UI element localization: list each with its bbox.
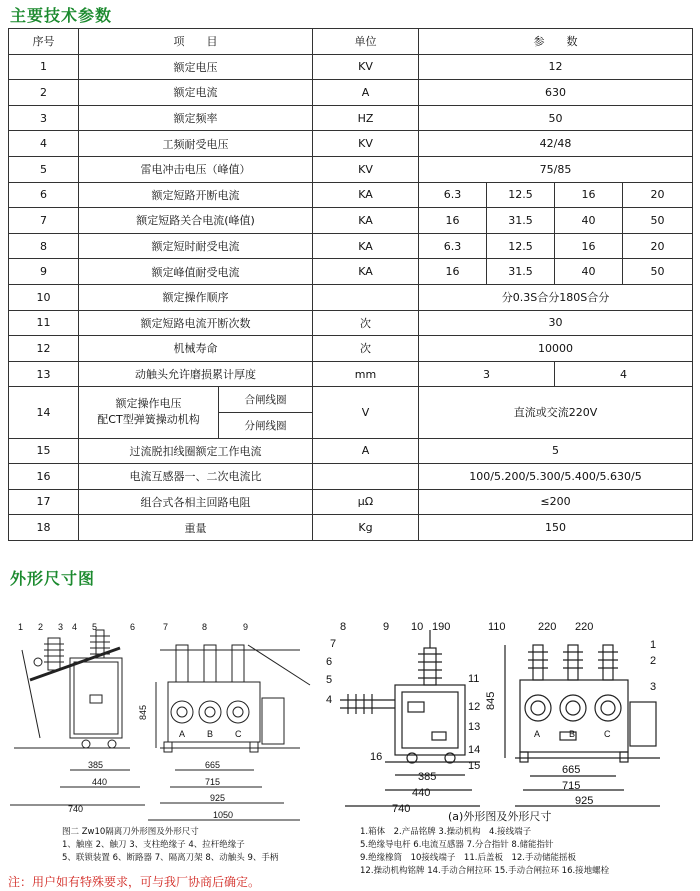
row-param: 30 [419,310,693,336]
row-no: 6 [9,182,79,208]
right-dim: 740 [392,803,411,815]
row-item: 额定短时耐受电流 [79,233,313,259]
row-value: 6.3 [419,182,487,208]
left-legend-line: 5、联锁装置 6、断路器 7、隔离刀架 8、动触头 9、手柄 [62,853,279,863]
left-side-box [70,658,122,738]
row-param: 直流或交流220V [419,387,693,438]
row-item-line: 配CT型弹簧操动机构 [97,413,200,427]
row-unit: A [313,80,419,106]
row-item-line: 额定操作电压 [115,397,182,411]
left-phase-label: C [235,729,242,739]
table-row [9,361,693,387]
row-item: 额定操作顺序 [79,284,313,310]
row-no: 1 [9,54,79,80]
right-callout: 13 [468,721,481,733]
row-unit: Kg [313,515,419,541]
row-unit: KA [313,233,419,259]
left-dim: 440 [92,777,108,787]
row-value: 16 [555,233,623,259]
table-row [9,80,693,106]
row-no: 14 [9,387,79,438]
right-phase-label: C [604,729,611,739]
row-unit: KV [313,131,419,157]
row-no: 18 [9,515,79,541]
table-row [9,464,693,490]
row-value: 4 [555,361,693,387]
row-item: 雷电冲击电压（峰值） [79,156,313,182]
left-blade [30,648,120,680]
table-row [9,336,693,362]
left-frame-post [22,650,40,738]
table-row [9,105,693,131]
right-callout: 190 [432,621,451,633]
row-item: 额定短路开断电流 [79,182,313,208]
left-drawing-legend [62,826,278,865]
row-param: 75/85 [419,156,693,182]
row-item: 额定电压 [79,54,313,80]
left-callout: 8 [202,622,208,632]
row-param: 50 [419,105,693,131]
row-item: 额定峰值耐受电流 [79,259,313,285]
left-dim: 385 [88,760,104,770]
table-row [9,208,693,234]
header-param: 参 数 [419,29,693,55]
right-callout: 16 [370,751,383,763]
right-phase-label: B [569,729,576,739]
left-dim: 665 [205,760,221,770]
right-dim: 385 [418,771,437,783]
left-callout: 6 [130,622,136,632]
row-no: 8 [9,233,79,259]
row-item: 重量 [79,515,313,541]
row-unit: mm [313,361,419,387]
right-front-callout: 220 [538,621,557,633]
right-callout: 12 [468,701,481,713]
left-callout: 4 [72,622,78,632]
header-item: 项 目 [79,29,313,55]
table-row [9,284,693,310]
right-dim: 440 [412,787,431,799]
row-no: 9 [9,259,79,285]
row-unit: KV [313,156,419,182]
table-header-row [9,29,693,55]
row-no: 11 [9,310,79,336]
row-value: 16 [419,208,487,234]
row-no: 3 [9,105,79,131]
row-item: 额定短路电流开断次数 [79,310,313,336]
right-front-callout: 3 [650,681,657,693]
row-unit: 次 [313,310,419,336]
table-row [9,131,693,157]
left-dim: 1050 [213,810,234,820]
row-item: 工频耐受电压 [79,131,313,157]
row-value: 40 [555,259,623,285]
row-value: 3 [419,361,555,387]
row-unit: HZ [313,105,419,131]
row-param: 分0.3S合分180S合分 [419,284,693,310]
left-dim: 740 [68,804,84,814]
table-row [9,515,693,541]
row-unit: μΩ [313,489,419,515]
left-caption: 图二 Zw10隔离刀外形图及外形尺寸 [62,827,199,837]
table-row [9,156,693,182]
left-handle-knob [34,658,42,666]
right-callout: 11 [468,673,480,685]
left-support-insulator [44,638,64,670]
row-no: 12 [9,336,79,362]
row-param: 10000 [419,336,693,362]
left-callout: 2 [38,622,44,632]
row-unit: KV [313,54,419,80]
right-drawing-legend [360,826,609,878]
right-legend-line: 12.操动机构铭牌 14.手动合闸拉环 15.手动合闸拉环 16.接地螺栓 [360,866,610,876]
right-dim: 925 [575,795,594,807]
row-unit: A [313,438,419,464]
right-side-arm [340,694,395,714]
row-param: 630 [419,80,693,106]
row-unit: KA [313,259,419,285]
right-callout: 14 [468,744,481,756]
right-callout: 4 [326,694,333,706]
row-value: 31.5 [487,208,555,234]
row-item: 机械寿命 [79,336,313,362]
left-side-inner [74,662,118,734]
right-callout: 8 [340,621,347,633]
row-param: 100/5.200/5.300/5.400/5.630/5 [419,464,693,490]
row-value: 20 [623,182,693,208]
right-legend-line: 9.绝缘橡筒 10接线端子 11.后盖板 12.手动储能摇板 [360,853,576,863]
row-param: 12 [419,54,693,80]
row-item: 额定短路关合电流(峰值) [79,208,313,234]
row-subitem: 分闸线圈 [219,412,313,438]
row-item: 电流互感器一、二次电流比 [79,464,313,490]
right-front-callout: 110 [488,621,506,633]
row-no: 15 [9,438,79,464]
row-no: 2 [9,80,79,106]
right-drawing [340,630,660,806]
left-phase-label: A [179,729,186,739]
spec-table [8,28,693,541]
right-drawing-caption: (a)外形图及外形尺寸 [448,810,552,823]
row-no: 10 [9,284,79,310]
right-callout: 6 [326,656,333,668]
row-value: 50 [623,208,693,234]
table-row [9,489,693,515]
left-callout: 7 [163,622,169,632]
left-callout: 5 [92,622,98,632]
right-dim: 665 [562,764,581,776]
table-row [9,387,693,413]
row-unit: V [313,387,419,438]
left-drawing-labels [18,622,248,820]
row-no: 13 [9,361,79,387]
row-no: 7 [9,208,79,234]
row-value: 16 [419,259,487,285]
row-value: 40 [555,208,623,234]
row-value: 12.5 [487,182,555,208]
row-no: 4 [9,131,79,157]
right-callout: 5 [326,674,333,686]
left-dim: 925 [210,793,226,803]
section-title-dimensions: 外形尺寸图 [10,569,96,588]
table-row [9,54,693,80]
table-row [9,259,693,285]
row-param: 5 [419,438,693,464]
row-unit [313,464,419,490]
row-value: 16 [555,182,623,208]
left-dim: 845 [138,704,148,720]
right-side-insulator [418,630,442,685]
row-item: 组合式各相主回路电阻 [79,489,313,515]
left-legend-line: 1、触座 2、触刀 3、支柱绝缘子 4、拉杆绝缘子 [62,840,245,850]
right-legend-line: 5.绝缘导电杆 6.电流互感器 7.分合指针 8.储能指针 [360,840,554,850]
right-phase-label: A [534,729,541,739]
right-dim: 845 [485,691,497,710]
right-callout: 15 [468,760,481,772]
left-nameplate [90,695,102,703]
left-dim: 715 [205,777,221,787]
right-front-callout: 2 [650,655,657,667]
row-no: 16 [9,464,79,490]
left-callout: 1 [18,622,24,632]
row-no: 17 [9,489,79,515]
row-param: 150 [419,515,693,541]
row-item: 过流脱扣线圈额定工作电流 [79,438,313,464]
row-item: 动触头允许磨损累计厚度 [79,361,313,387]
right-callout: 7 [330,638,337,650]
footer-note: 注：用户如有特殊要求，可与我厂协商后确定。 [8,875,261,889]
right-front-view [515,645,660,762]
row-unit: 次 [313,336,419,362]
row-value: 20 [623,233,693,259]
right-drawing-labels [326,621,656,815]
row-value: 31.5 [487,259,555,285]
row-param: ≤200 [419,489,693,515]
right-front-callout: 1 [650,639,657,651]
row-value: 50 [623,259,693,285]
table-row [9,182,693,208]
section-title-specs: 主要技术参数 [10,6,113,25]
right-dim: 715 [562,780,581,792]
header-no: 序号 [9,29,79,55]
row-no: 5 [9,156,79,182]
left-drawing [10,630,310,820]
left-phase-label: B [207,729,214,739]
row-item: 额定电流 [79,80,313,106]
right-front-callout: 220 [575,621,594,633]
row-subitem: 合闸线圈 [219,387,313,413]
row-value: 12.5 [487,233,555,259]
row-item [79,387,219,438]
row-unit [313,284,419,310]
outline-drawings [0,590,700,840]
right-side-box [395,685,465,755]
row-unit: KA [313,182,419,208]
row-value: 6.3 [419,233,487,259]
row-item: 额定频率 [79,105,313,131]
table-row [9,233,693,259]
table-row [9,438,693,464]
table-row [9,310,693,336]
header-unit: 单位 [313,29,419,55]
left-callout: 3 [58,622,64,632]
right-legend-line: 1.箱体 2.产品铭牌 3.操动机构 4.接线端子 [360,827,532,837]
right-callout: 10 [411,621,424,633]
row-param: 42/48 [419,131,693,157]
row-unit: KA [313,208,419,234]
right-callout: 9 [383,621,390,633]
left-callout: 9 [243,622,249,632]
